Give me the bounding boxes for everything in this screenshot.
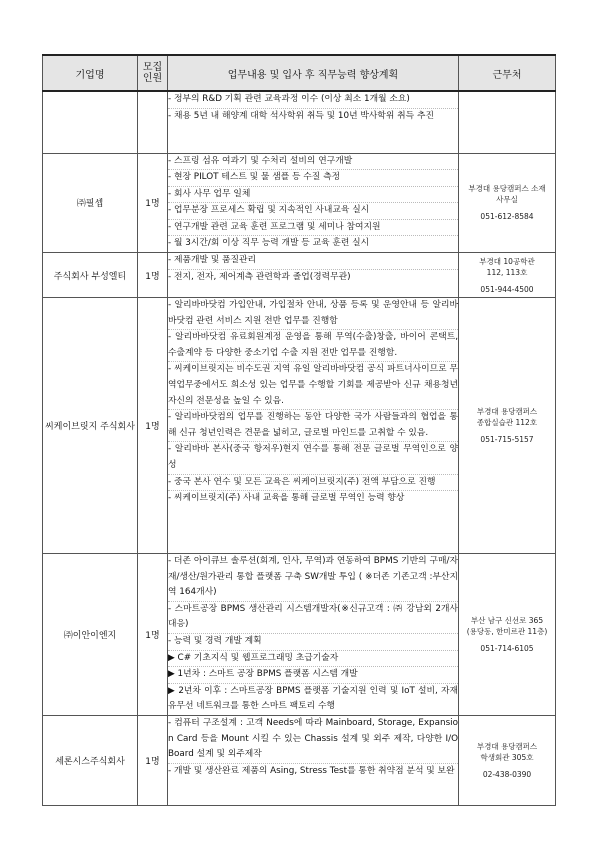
workplace-room: 사무실: [496, 195, 518, 205]
header-duties: 업무내용 및 입사 후 직무능력 향상계획: [168, 55, 459, 91]
duty-item: - 더존 아이큐브 솔루션(회계, 인사, 무역)과 연동하여 BPMS 기반의 구매/자재/생산/원가관리 통합 플랫폼 구축 SW개발 투입 ( ※더존 기존고객 :부산지역 164개사): [168, 554, 458, 602]
workplace-room: 112, 113호: [486, 267, 528, 277]
workplace-room: 학생회관 305호: [480, 753, 534, 762]
workplace-location: 부경대 10공학관: [479, 256, 535, 266]
table-row: [43, 716, 556, 806]
company-name: [43, 91, 138, 153]
workplace-cell: [459, 91, 556, 153]
duties-cell: [168, 298, 459, 554]
workplace-phone: 051-612-8584: [480, 212, 534, 222]
table-row: [43, 91, 556, 153]
duty-item: - 채용 5년 내 해양계 대학 석사학위 취득 및 10년 박사학위 취득 추진: [168, 110, 434, 121]
duty-item: - 월 3시간/회 이상 직무 능력 개발 등 교육 훈련 실시: [168, 238, 370, 249]
duty-item: - 개발 및 생산완료 제품의 Asing, Stress Test를 통한 취약점 분석 및 보완: [168, 765, 455, 776]
workplace-phone: 051-944-4500: [480, 284, 534, 294]
staff-count: 1명: [138, 153, 168, 253]
duty-item: - 능력 및 경력 개발 계획: [168, 634, 458, 651]
duty-item: - 전지, 전자, 제어계측 관련학과 졸업(경력무관): [168, 271, 351, 282]
workplace-room: 종합실습관 112호: [476, 418, 538, 428]
duty-item: - 제품개발 및 품질관리: [168, 253, 458, 270]
duty-item: - 중국 본사 연수 및 모든 교육은 씨케이브릿지(주) 전액 부담으로 진행: [168, 475, 458, 492]
table-row: [43, 253, 556, 298]
duty-item: - 알리바바닷컴의 업무를 진행하는 동안 다양한 국가 사람들과의 협업을 통해 신규 청년인력은 견문을 넓히고, 글로벌 마인드를 고취할 수 있음.: [168, 410, 458, 442]
staff-count: 1명: [138, 716, 168, 806]
duty-item: - 스프링 섬유 여과기 및 수처리 설비의 연구개발: [168, 154, 458, 171]
workplace-phone: 051-714-6105: [480, 644, 534, 654]
duties-cell: [168, 554, 459, 716]
workplace-phone: 02-438-0390: [482, 770, 532, 779]
header-company: 기업명: [43, 55, 138, 91]
header-staff: [138, 55, 168, 91]
duties-cell: [168, 91, 459, 153]
header-workplace: 근무처: [459, 55, 556, 91]
workplace-phone: 051-715-5157: [480, 435, 534, 445]
workplace-room: (용당동, 한미르관 11층): [466, 627, 548, 637]
workplace-location: 부산 남구 신선로 365: [470, 616, 544, 626]
duty-item: - 알리바바 본사(중국 항저우)현지 연수를 통해 전문 글로벌 무역인으로 양성: [168, 442, 458, 474]
duty-item: - 알리바바닷컴 가입안내, 가입절차 안내, 상품 등록 및 운영안내 등 알리바바닷컴 관련 서비스 지원 전반 업무를 진행함: [168, 298, 458, 330]
duty-item: - 컴퓨터 구조설계 : 고객 Needs에 따라 Mainboard, Storage, Expansion Card 등을 Mount 시킬 수 있는 Chassis 설계 및 외주 제작, 다양한 I/O Board 설계 및 외주제작: [168, 716, 458, 764]
company-name: ㈜이안이엔지: [43, 554, 138, 716]
duty-item: - 스마트공장 BPMS 생산관리 시스템개발자(※신규고객 : ㈜ 강남외 2개사 대응): [168, 602, 458, 634]
duty-item: - 업무분장 프로세스 확립 및 지속적인 사내교육 실시: [168, 203, 458, 220]
workplace-cell: [459, 298, 556, 554]
table-row: [43, 153, 556, 253]
duty-item: - 연구개발 관련 교육 훈련 프로그램 및 세미나 참여지원: [168, 220, 458, 237]
duty-item: - 알리바바닷컴 유료회원계정 운영을 통해 무역(수출)창출, 바이어 콘택트, 수출계약 등 다양한 중소기업 수출 지원 전반 업무를 진행함.: [168, 330, 458, 362]
workplace-location: 부경대 용당캠퍼스: [476, 742, 538, 751]
staff-count: 1명: [138, 298, 168, 554]
company-name: ㈜필셉: [43, 153, 138, 253]
staff-count: [138, 91, 168, 153]
duties-cell: [168, 253, 459, 298]
header-row: [43, 55, 556, 91]
staff-count: 1명: [138, 554, 168, 716]
workplace-cell: [459, 153, 556, 253]
header-staff-label: 모집 인원: [142, 62, 163, 84]
table-row: [43, 554, 556, 716]
duty-item: - 씨케이브릿지는 비수도권 지역 유일 알리바바닷컴 공식 파트너사이므로 무역업무중에서도 희소성 있는 업무를 수행할 기회를 제공받아 신규 채용청년 자신의 전문성을 높일 수 있음.: [168, 362, 458, 410]
duties-cell: [168, 153, 459, 253]
table-row: [43, 298, 556, 554]
company-name: 씨케이브릿지 주식회사: [43, 298, 138, 554]
duty-item: ▶ 1년차 : 스마트 공장 BPMS 플랫폼 시스템 개발: [168, 667, 458, 684]
duty-item: ▶ C# 기초지식 및 웹프로그래밍 초급기술자: [168, 651, 458, 668]
duty-item: - 현장 PILOT 테스트 및 물 샘플 등 수질 측정: [168, 170, 458, 187]
workplace-location: 부경대 용당캠퍼스: [476, 407, 538, 417]
duty-item: ▶ 2년차 이후 : 스마트공장 BPMS 플랫폼 기술지원 인력 및 IoT 설비, 자재 유무선 네트워크를 통한 스마트 팩토리 수행: [168, 685, 458, 712]
company-name: 주식회사 부성엘티: [43, 253, 138, 298]
recruitment-table: [42, 54, 556, 806]
workplace-cell: [459, 253, 556, 298]
staff-count: 1명: [138, 253, 168, 298]
duty-item: - 회사 사무 업무 일체: [168, 187, 458, 204]
company-name: 세론시스주식회사: [43, 716, 138, 806]
workplace-cell: [459, 716, 556, 806]
duties-cell: [168, 716, 459, 806]
duty-item: - 정부의 R&D 기획 관련 교육과정 이수 (이상 최소 1개월 소요): [168, 92, 458, 109]
duty-item: - 씨케이브릿지(주) 사내 교육을 통해 글로벌 무역인 능력 향상: [168, 493, 405, 504]
workplace-cell: [459, 554, 556, 716]
workplace-location: 부경대 용당캠퍼스 소재: [468, 184, 546, 194]
